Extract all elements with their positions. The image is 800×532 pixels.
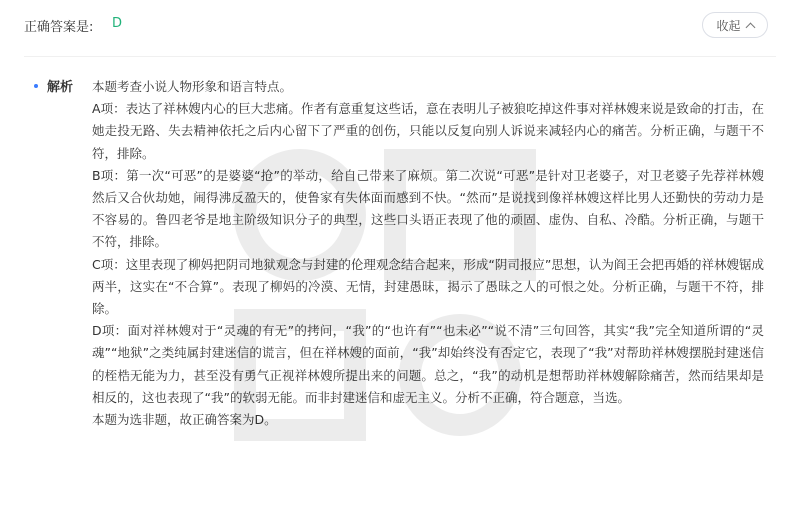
analysis-label: 解析 [47,80,74,95]
analysis-paragraph-b: B项：第一次“可恶”的是婆婆“抢”的举动，给自己带来了麻烦。第二次说“可恶”是针对卫老婆子，对卫老婆子先荐祥林嫂然后又合伙劫她，闹得沸反盈天的，使鲁家有失体面而感到不快。“然而”是说找到像祥林嫂这样比男人还勤快的劳动力是不容易的。鲁四老爷是地主阶级知识分子的典型，这些口头语正表现了他的顽固、虚伪、自私、冷酷。分析正确，与题干不符，排除。 [92,167,764,250]
answer-row [24,12,776,36]
bullet-dot-icon [34,84,38,88]
analysis-conclusion: 本题为选非题，故正确答案为D。 [92,412,277,428]
analysis-paragraph-a: A项：表达了祥林嫂内心的巨大悲痛。作者有意重复这些话，意在表明儿子被狼吃掉这件事对祥林嫂来说是致命的打击，在她走投无路、失去精神依托之后内心留下了严重的创伤，只能以反复向别人诉说来减轻内心的痛苦。分析正确，与题干不符，排除。 [92,101,764,161]
chevron-up-icon [745,22,755,32]
answer-value: D [112,16,123,31]
collapse-button-label: 收起 [716,18,741,33]
analysis-paragraph-d: D项：面对祥林嫂对于“灵魂的有无”的拷问，“我”的“也许有”“也未必”“说不清”三句回答，其实“我”完全知道所谓的“灵魂”“地狱”之类纯属封建迷信的谎言，但在祥林嫂的面前，“我”却始终没有否定它，表现了“我”对帮助祥林嫂摆脱封建迷信的桎梏无能为力，甚至没有勇气正视祥林嫂所提出来的问题。总之，“我”的动机是想帮助祥林嫂解除痛苦，然而结果却是相反的，这也表现了“我”的软弱无能。而非封建迷信和虚无主义。分析不正确，符合题意，当选。 [92,323,764,405]
analysis-paragraph-c: C项：这里表现了柳妈把阴司地狱观念与封建的伦理观念结合起来，形成“阴司报应”思想，认为阎王会把再婚的祥林嫂锯成两半，这实在“不合算”。表现了柳妈的冷漠、无情，封建愚昧，揭示了愚昧之人的可恨之处。分析正确，与题干不符，排除。 [92,256,764,317]
divider [24,56,776,57]
analysis-intro: 本题考查小说人物形象和语言特点。 [92,79,293,94]
collapse-button[interactable] [702,12,768,38]
analysis-body [92,76,764,431]
answer-label: 正确答案是: [24,20,94,35]
